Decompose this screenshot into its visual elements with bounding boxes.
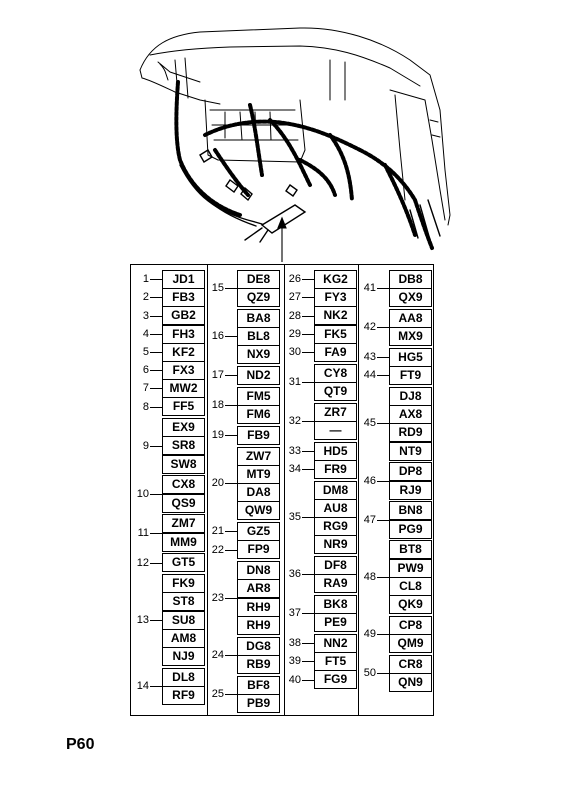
leader-line xyxy=(302,279,314,280)
item-number: 14 xyxy=(136,680,149,692)
connector-code-box: KF2 xyxy=(162,343,205,362)
connector-code-box: FK9 xyxy=(162,574,205,593)
item-number: 25 xyxy=(211,687,224,700)
leader-line xyxy=(302,574,314,575)
leader-line xyxy=(302,517,314,518)
item-number: 4 xyxy=(142,327,149,340)
leader-line xyxy=(225,288,237,289)
leader-line xyxy=(302,297,314,298)
item-number: 48 xyxy=(363,570,376,583)
leader-line xyxy=(377,423,389,424)
connector-code-box: CL8 xyxy=(389,577,432,596)
leader-line xyxy=(150,620,162,621)
leader-line xyxy=(150,407,162,408)
page-label: P60 xyxy=(66,736,95,753)
item-number: 21 xyxy=(211,525,224,538)
leader-line xyxy=(377,673,389,674)
item-number: 27 xyxy=(288,291,301,304)
leader-line xyxy=(225,655,237,656)
leader-line xyxy=(302,643,314,644)
wiring-harness-illustration xyxy=(0,0,566,264)
item-number: 29 xyxy=(288,327,301,340)
leader-line xyxy=(225,598,237,599)
item-number: 20 xyxy=(211,477,224,490)
connector-code-box: RF9 xyxy=(162,686,205,705)
connector-code-box: MX9 xyxy=(389,327,432,346)
item-number: 46 xyxy=(363,474,376,487)
item-number: 44 xyxy=(363,369,376,382)
connector-code-box: MM9 xyxy=(162,533,205,552)
item-number: 39 xyxy=(288,655,301,668)
connector-code-box: RA9 xyxy=(314,574,357,593)
connector-code-box: AU8 xyxy=(314,499,357,518)
connector-code-box: JD1 xyxy=(162,270,205,289)
item-number: 49 xyxy=(363,628,376,640)
item-number: 19 xyxy=(211,429,224,442)
connector-code-box: CY8 xyxy=(314,364,357,383)
connector-code-box: DL8 xyxy=(162,668,205,687)
leader-line xyxy=(302,613,314,614)
connector-code-box: AA8 xyxy=(389,309,432,328)
leader-line xyxy=(302,661,314,662)
leader-line xyxy=(377,375,389,376)
connector-code-box: QM9 xyxy=(389,634,432,653)
item-number: 2 xyxy=(142,291,149,304)
connector-code-box: RB9 xyxy=(237,655,280,674)
connector-code-box: FK5 xyxy=(314,325,357,344)
item-number: 32 xyxy=(288,414,301,427)
connector-code-box: QX9 xyxy=(389,288,432,307)
connector-code-box: ZR7 xyxy=(314,403,357,422)
item-number: 23 xyxy=(211,591,224,604)
leader-line xyxy=(377,327,389,328)
item-number: 38 xyxy=(288,637,301,650)
connector-code-box: DM8 xyxy=(314,481,357,500)
connector-code-box: ZM7 xyxy=(162,514,205,533)
connector-code-box: PB9 xyxy=(237,694,280,713)
item-number: 9 xyxy=(142,439,149,452)
connector-code-box: FM6 xyxy=(237,405,280,424)
connector-code-box: QK9 xyxy=(389,595,432,614)
leader-line xyxy=(150,297,162,298)
leader-line xyxy=(225,405,237,406)
connector-code-box: CX8 xyxy=(162,475,205,494)
connector-code-box: GB2 xyxy=(162,306,205,325)
item-number: 6 xyxy=(142,364,149,377)
connector-code-box: FF5 xyxy=(162,397,205,416)
item-number: 10 xyxy=(136,487,149,500)
item-number: 50 xyxy=(363,667,376,679)
connector-code-box: PG9 xyxy=(389,520,432,539)
connector-code-box: SR8 xyxy=(162,436,205,455)
leader-line xyxy=(302,382,314,383)
connector-code-box: DP8 xyxy=(389,462,432,481)
item-number: 30 xyxy=(288,345,301,358)
leader-line xyxy=(150,370,162,371)
connector-code-box: HD5 xyxy=(314,442,357,461)
leader-line xyxy=(377,634,389,635)
leader-line xyxy=(302,451,314,452)
connector-code-box: MT9 xyxy=(237,465,280,484)
leader-line xyxy=(302,421,314,422)
leader-line xyxy=(150,563,162,564)
connector-code-box: AR8 xyxy=(237,579,280,598)
connector-code-box: QW9 xyxy=(237,501,280,520)
connector-code-box: GT5 xyxy=(162,553,205,572)
item-number: 24 xyxy=(211,648,224,661)
connector-code-box: ST8 xyxy=(162,592,205,611)
item-number: 12 xyxy=(136,556,149,569)
item-number: 36 xyxy=(288,568,301,581)
item-number: 17 xyxy=(211,369,224,382)
item-number: 13 xyxy=(136,613,149,626)
connector-code-box: — xyxy=(314,421,357,440)
connector-code-box: DF8 xyxy=(314,556,357,575)
connector-code-box: RH9 xyxy=(237,598,280,617)
item-number: 11 xyxy=(137,526,149,539)
leader-line xyxy=(377,481,389,482)
connector-code-box: BN8 xyxy=(389,501,432,520)
leader-line xyxy=(225,336,237,337)
connector-code-box: FB9 xyxy=(237,426,280,445)
leader-line xyxy=(150,686,162,687)
connector-code-box: FH3 xyxy=(162,325,205,344)
connector-code-box: AM8 xyxy=(162,629,205,648)
connector-code-box: FP9 xyxy=(237,540,280,559)
leader-line xyxy=(150,494,162,495)
connector-code-box: DN8 xyxy=(237,561,280,580)
item-number: 43 xyxy=(363,351,376,364)
leader-line xyxy=(225,375,237,376)
connector-code-box: FT5 xyxy=(314,652,357,671)
connector-code-box: DE8 xyxy=(237,270,280,289)
item-number: 40 xyxy=(288,673,301,686)
item-number: 7 xyxy=(142,382,149,395)
connector-code-box: NJ9 xyxy=(162,647,205,666)
connector-code-box: NR9 xyxy=(314,535,357,554)
item-number: 42 xyxy=(363,321,376,334)
connector-code-box: CP8 xyxy=(389,616,432,635)
item-number: 28 xyxy=(288,309,301,322)
item-number: 1 xyxy=(142,273,149,286)
item-number: 5 xyxy=(142,345,149,358)
item-number: 37 xyxy=(288,607,301,620)
item-number: 47 xyxy=(363,513,376,526)
leader-line xyxy=(377,288,389,289)
connector-code-box: RG9 xyxy=(314,517,357,536)
connector-code-box: KG2 xyxy=(314,270,357,289)
connector-code-box: BA8 xyxy=(237,309,280,328)
connector-code-box: EX9 xyxy=(162,418,205,437)
connector-code-box: FY3 xyxy=(314,288,357,307)
connector-code-box: RD9 xyxy=(389,423,432,442)
item-number: 31 xyxy=(288,375,301,388)
item-number: 18 xyxy=(211,399,224,412)
leader-line xyxy=(225,694,237,695)
connector-code-box: NN2 xyxy=(314,634,357,653)
item-number: 35 xyxy=(288,511,301,523)
leader-line xyxy=(150,352,162,353)
connector-code-box: NX9 xyxy=(237,345,280,364)
connector-code-box: QT9 xyxy=(314,382,357,401)
connector-code-box: RH9 xyxy=(237,616,280,635)
connector-code-box: SU8 xyxy=(162,611,205,630)
connector-code-box: FT9 xyxy=(389,366,432,385)
connector-code-box: PE9 xyxy=(314,613,357,632)
item-number: 26 xyxy=(288,273,301,286)
item-number: 34 xyxy=(288,462,301,475)
connector-code-box: BK8 xyxy=(314,595,357,614)
connector-code-box: AX8 xyxy=(389,405,432,424)
connector-code-box: QN9 xyxy=(389,673,432,692)
connector-code-box: ND2 xyxy=(237,366,280,385)
connector-code-box: FG9 xyxy=(314,670,357,689)
connector-code-box: PW9 xyxy=(389,559,432,578)
connector-code-box: DA8 xyxy=(237,483,280,502)
leader-line xyxy=(302,469,314,470)
leader-line xyxy=(150,388,162,389)
leader-line xyxy=(377,357,389,358)
connector-code-box: BF8 xyxy=(237,676,280,695)
leader-line xyxy=(150,533,162,534)
connector-code-box: FB3 xyxy=(162,288,205,307)
leader-line xyxy=(150,446,162,447)
connector-code-box: BL8 xyxy=(237,327,280,346)
connector-code-box: FR9 xyxy=(314,460,357,479)
item-number: 15 xyxy=(211,282,224,295)
leader-line xyxy=(377,577,389,578)
item-number: 33 xyxy=(288,444,301,457)
connector-code-box: HG5 xyxy=(389,348,432,367)
connector-code-box: GZ5 xyxy=(237,522,280,541)
connector-code-box: FX3 xyxy=(162,361,205,380)
connector-code-box: QS9 xyxy=(162,494,205,513)
connector-code-box: FM5 xyxy=(237,387,280,406)
connector-code-box: DB8 xyxy=(389,270,432,289)
connector-code-box: FA9 xyxy=(314,343,357,362)
item-number: 16 xyxy=(211,330,224,343)
leader-line xyxy=(225,483,237,484)
connector-code-box: RJ9 xyxy=(389,481,432,500)
item-number: 8 xyxy=(142,400,149,413)
leader-line xyxy=(225,435,237,436)
connector-code-box: CR8 xyxy=(389,655,432,674)
connector-code-box: DG8 xyxy=(237,637,280,656)
leader-line xyxy=(302,680,314,681)
leader-line xyxy=(225,531,237,532)
leader-line xyxy=(225,550,237,551)
connector-code-box: BT8 xyxy=(389,540,432,559)
leader-line xyxy=(150,334,162,335)
connector-code-box: ZW7 xyxy=(237,447,280,466)
item-number: 45 xyxy=(363,417,376,430)
connector-code-box: MW2 xyxy=(162,379,205,398)
item-number: 41 xyxy=(363,282,376,295)
item-number: 22 xyxy=(211,543,224,556)
leader-line xyxy=(302,316,314,317)
leader-line xyxy=(302,352,314,353)
item-number: 3 xyxy=(142,309,149,322)
connector-code-box: NK2 xyxy=(314,306,357,325)
connector-code-box: NT9 xyxy=(389,442,432,461)
connector-code-box: QZ9 xyxy=(237,288,280,307)
leader-line xyxy=(150,316,162,317)
connector-code-box: DJ8 xyxy=(389,387,432,406)
leader-line xyxy=(150,279,162,280)
connector-code-box: SW8 xyxy=(162,455,205,474)
leader-line xyxy=(302,334,314,335)
leader-line xyxy=(377,520,389,521)
